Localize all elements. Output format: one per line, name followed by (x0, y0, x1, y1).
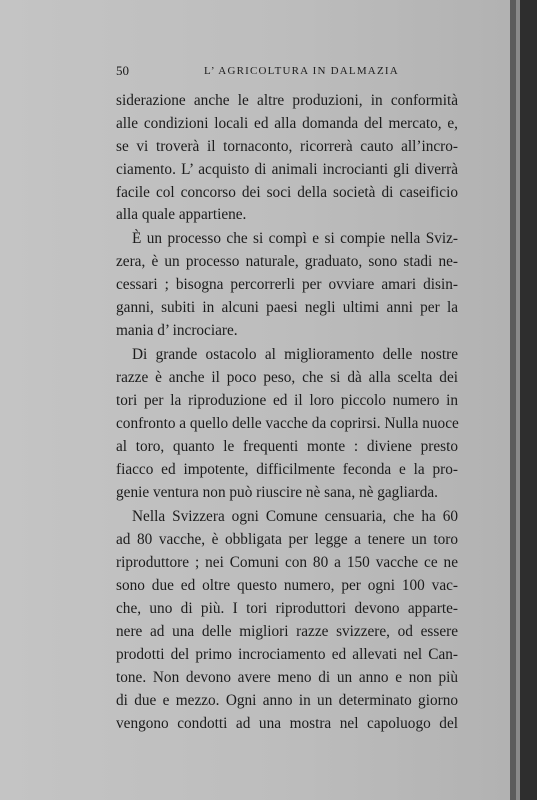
text-line: nere ad una delle migliori razze svizzere, od essere (116, 623, 458, 640)
text-line: che, uno di più. I tori riproduttori devono apparte- (116, 600, 458, 617)
text-line: se vi troverà il tornaconto, ricorrerà cauto all’incro- (116, 138, 458, 155)
text-line: riproduttore ; nei Comuni con 80 a 150 vacche ce ne (116, 554, 458, 571)
paragraph-start-line: Nella Svizzera ogni Comune censuaria, che ha 60 (132, 508, 458, 525)
text-line: al toro, quanto le frequenti monte : diviene presto (116, 438, 458, 455)
text-line: zera, è un processo naturale, graduato, sono stadi ne- (116, 253, 458, 270)
text-line: tone. Non devono avere meno di un anno e non più (116, 669, 458, 686)
text-line: cessari ; bisogna percorrerli per ovviare amari disin- (116, 276, 458, 293)
page-edge-shadow (520, 0, 537, 800)
text-line: prodotti del primo incrociamento ed allevati nel Can- (116, 646, 458, 663)
text-line: ganni, subiti in alcuni paesi negli ultimi anni per la (116, 299, 458, 316)
text-line: ciamento. L’ acquisto di animali incrocianti gli diverrà (116, 161, 458, 178)
text-line: ad 80 vacche, è obbligata per legge a tenere un toro (116, 531, 458, 548)
page-number: 50 (116, 63, 129, 78)
text-line: sono due ed oltre questo numero, per ogni 100 vac- (116, 577, 458, 594)
text-line: confronto a quello delle vacche da coprirsi. Nulla nuoce (116, 415, 459, 432)
paragraph-start-line: È un processo che si compì e si compie nella Sviz- (132, 230, 458, 247)
text-line: alle condizioni locali ed alla domanda del mercato, e, (116, 115, 458, 132)
text-line: mania d’ incrociare. (116, 322, 238, 339)
text-line: razze è anche il poco peso, che si dà alla scelta dei (116, 369, 458, 386)
text-line: genie ventura non può riuscire nè sana, nè gagliarda. (116, 484, 438, 501)
text-line: alla quale appartiene. (116, 206, 247, 223)
page-header (116, 63, 486, 81)
paragraph-start-line: Di grande ostacolo al miglioramento delle nostre (132, 346, 458, 363)
text-line: vengono condotti ad una mostra nel capoluogo del (116, 715, 458, 732)
running-title: L’ AGRICOLTURA IN DALMAZIA (204, 65, 399, 77)
text-line: siderazione anche le altre produzioni, in conformità (116, 92, 458, 109)
text-line: tori per la riproduzione ed il loro piccolo numero in (116, 392, 458, 409)
text-line: facile col concorso dei soci della società di caseificio (116, 184, 458, 201)
text-line: fiacco ed impotente, difficilmente feconda e la pro- (116, 461, 458, 478)
text-line: di due e mezzo. Ogni anno in un determinato giorno (116, 692, 458, 709)
